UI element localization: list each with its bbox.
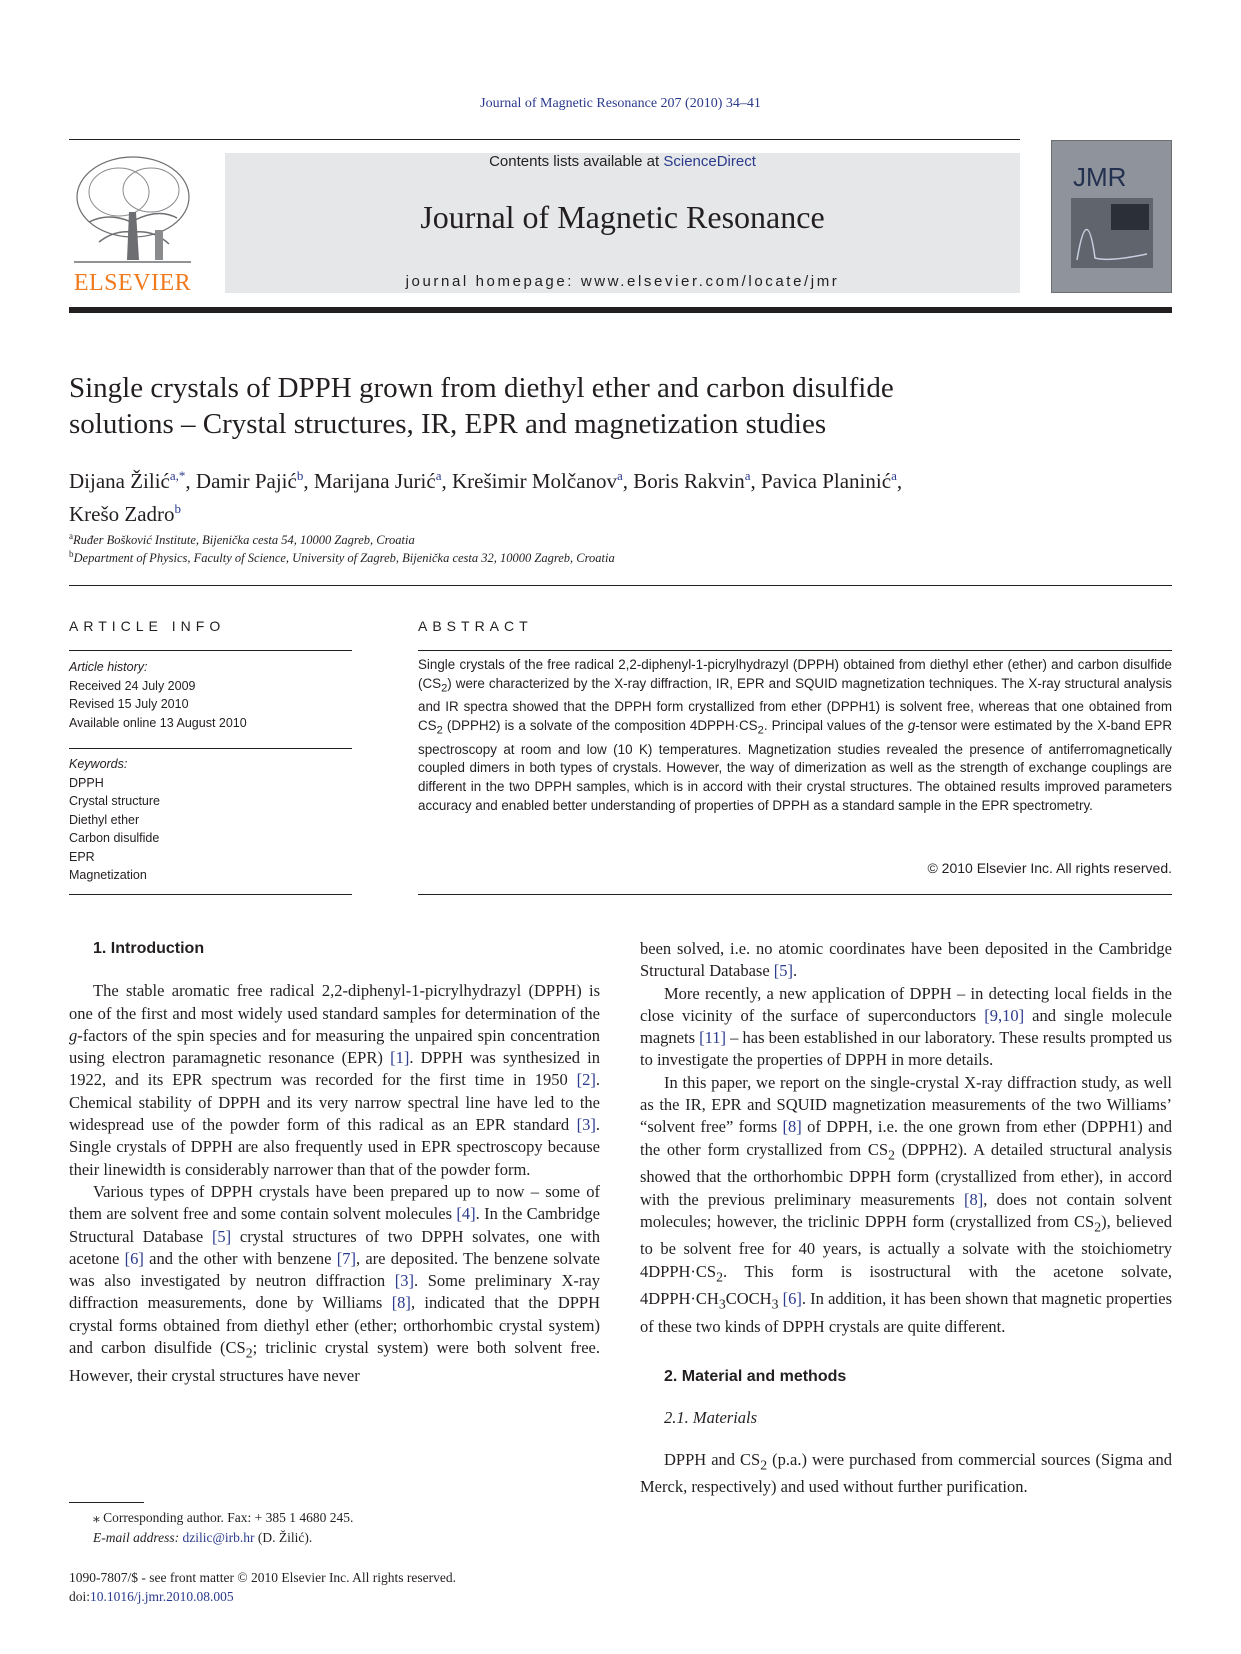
author-name: Krešimir Molčanov (451, 469, 618, 493)
paper-title-line-2: solutions – Crystal structures, IR, EPR and magnetization studies (69, 408, 827, 440)
abstract-sub: 2 (757, 724, 764, 737)
body-column-right (640, 938, 1172, 1499)
materials-paragraph (640, 1449, 1172, 1499)
abstract-seg: ) were characterized by the X-ray diffraction, IR, EPR and SQUID magnetization techniques. The X-ray structural analysis and IR spectra showed that the DPPH form crystallized from ether (DPPH1) is solvent free, whereas that one obtained from CS (418, 675, 1172, 734)
text-seg: – has been established in our laboratory. These results prompted us to investigate the properties of DPPH in more details. (640, 1028, 1172, 1070)
article-history (69, 658, 352, 732)
contents-prefix: Contents lists available at (489, 153, 664, 170)
front-matter-line: 1090-7807/$ - see front matter © 2010 Elsevier Inc. All rights reserved. (69, 1570, 457, 1585)
author-affiliation-mark[interactable]: a (891, 468, 897, 483)
author-name: Pavica Planinić (761, 469, 892, 493)
citation-link[interactable]: [8] (964, 1189, 984, 1209)
author-affiliation-mark[interactable]: b (296, 468, 304, 483)
author-affiliation-mark[interactable]: b (174, 501, 182, 516)
right-paragraph-0 (640, 938, 1172, 983)
right-paragraph-2 (640, 1072, 1172, 1338)
author-affiliation-mark[interactable]: a (744, 468, 751, 483)
author-name: Marijana Jurić (313, 469, 436, 493)
citation-link[interactable]: [11] (699, 1028, 727, 1048)
article-info-rule-2 (69, 748, 352, 749)
keyword-item: Diethyl ether (69, 812, 140, 827)
text-seg: . Some preliminary X-ray diffraction measurements, done by Williams (69, 1271, 600, 1313)
text-seg: . In the Cambridge Structural Database (69, 1204, 600, 1246)
text-seg: COCH (725, 1289, 772, 1309)
subscript: 2 (1094, 1219, 1102, 1235)
author-separator: , (441, 469, 452, 493)
text-seg: ; triclinic crystal system) were both solvent free. However, their crystal structures have never (69, 1338, 600, 1385)
journal-title: Journal of Magnetic Resonance (420, 199, 825, 235)
article-info-rule-1 (69, 650, 352, 651)
author-separator: , (896, 469, 903, 493)
citation-link[interactable]: [5] (211, 1226, 232, 1246)
revised-date: Revised 15 July 2010 (69, 697, 189, 711)
text-seg: , are deposited. The benzene solvate was also investigated by neutron diffraction (69, 1248, 600, 1291)
text-seg: The stable aromatic free radical 2,2-diphenyl-1-picrylhydrazyl (DPPH) is one of the first and most widely used standard samples for determination of the (69, 981, 600, 1023)
subsection-heading-materials: 2.1. Materials (664, 1407, 758, 1427)
email-line (69, 1528, 600, 1548)
subscript: 2 (245, 1345, 253, 1361)
citation-link[interactable]: [8] (782, 1117, 802, 1137)
text-seg: . (793, 961, 798, 981)
text-seg: crystal structures of two DPPH solvates, one with acetone (69, 1226, 601, 1268)
journal-cover-icon (1051, 140, 1172, 293)
citation-link[interactable]: [9,10] (984, 1005, 1025, 1025)
keyword-item: DPPH (69, 775, 104, 790)
citation-link[interactable]: [8] (391, 1293, 411, 1313)
online-date: Available online 13 August 2010 (69, 715, 247, 730)
paper-title (69, 370, 1172, 442)
keyword-item: EPR (69, 849, 95, 864)
doi-line (69, 1587, 669, 1606)
citation-link[interactable]: [3] (576, 1115, 596, 1135)
header-rule (69, 139, 1020, 140)
keyword-item: Crystal structure (69, 794, 160, 808)
citation-link[interactable]: [7] (336, 1248, 356, 1268)
abstract-sub: 2 (436, 724, 443, 737)
text-seg: of DPPH, i.e. the one grown from ether (DPPH1) and the other form crystallized from CS (640, 1117, 1172, 1159)
keyword-item: Carbon disulfide (69, 831, 160, 845)
author-separator: , (750, 469, 761, 493)
text-seg: . Single crystals of DPPH are also frequently used in EPR spectroscopy because their linewidth is considerably narrower than that of the powder form. (69, 1115, 600, 1179)
article-history-label: Article history: (69, 660, 148, 674)
email-link[interactable]: dzilic@irb.hr (182, 1530, 255, 1545)
author-separator: , (622, 469, 634, 493)
subscript: 3 (718, 1296, 726, 1312)
author-separator: , (185, 469, 196, 493)
abstract-g-italic: g (907, 718, 916, 734)
keywords-label: Keywords: (69, 757, 128, 771)
abstract-sub: 2 (441, 682, 448, 695)
corresponding-author-line: ⁎ Corresponding author. Fax: + 385 1 4680 245. (93, 1510, 354, 1525)
affiliation-rule (69, 585, 1172, 586)
author-name: Damir Pajić (195, 469, 297, 493)
subscript: 2 (760, 1457, 768, 1473)
intro-paragraph-1 (69, 980, 600, 1181)
header-thick-rule (69, 307, 1172, 313)
text-seg: ), believed to be solvent free for 40 years, is actually a solvate with the stoichiometry 4DPPH·CS (640, 1211, 1172, 1281)
article-info-heading: ARTICLE INFO (69, 618, 226, 634)
author-affiliation-mark[interactable]: a (435, 468, 442, 483)
subscript: 2 (716, 1269, 723, 1285)
elsevier-wordmark: ELSEVIER (73, 270, 192, 296)
abstract-rule-bottom (418, 894, 1172, 895)
body-column-left (69, 938, 600, 1387)
citation-link[interactable]: [4] (456, 1204, 476, 1224)
abstract-seg: (DPPH2) is a solvate of the composition 4DPPH·CS (442, 718, 758, 734)
doi-link[interactable]: 10.1016/j.jmr.2010.08.005 (90, 1589, 234, 1604)
abstract-copyright: © 2010 Elsevier Inc. All rights reserved. (927, 860, 1172, 876)
abstract-heading: ABSTRACT (418, 618, 533, 634)
text-seg: (p.a.) were purchased from commercial sources (Sigma and Merck, respectively) and used without further purification. (640, 1449, 1172, 1497)
affiliation-a-mark: a (69, 531, 73, 541)
abstract-seg: . Principal values of the (763, 718, 908, 734)
text-seg: (DPPH2). A detailed structural analysis showed that the orthorhombic DPPH form (crystallized from ether), in accord with the previous preliminary measurements (640, 1139, 1172, 1209)
citation-link[interactable]: [3] (394, 1271, 415, 1291)
email-label: E-mail address: (93, 1530, 183, 1545)
keywords-list (69, 774, 352, 885)
affiliation-b-mark: b (69, 549, 74, 559)
footnote-rule (69, 1502, 144, 1503)
author-separator: , (303, 469, 314, 493)
text-seg: , does not contain solvent molecules; however, the triclinic DPPH form (crystallized from CS (640, 1189, 1172, 1231)
received-date: Received 24 July 2009 (69, 678, 196, 693)
section-heading-introduction: 1. Introduction (93, 940, 205, 957)
g-italic: g (69, 1025, 78, 1045)
text-seg: and single molecule magnets (640, 1005, 1172, 1048)
text-seg: Various types of DPPH crystals have been prepared up to now – some of them are solvent free and some contain solvent molecules (69, 1181, 600, 1224)
contents-line (225, 153, 1020, 170)
author-name: Dijana Žilić (69, 469, 170, 493)
affiliation-a (69, 531, 1172, 548)
journal-citation[interactable]: Journal of Magnetic Resonance 207 (2010) 34–41 (480, 96, 761, 111)
author-name: Boris Rakvin (633, 469, 745, 493)
section-heading-methods: 2. Material and methods (664, 1368, 847, 1386)
text-seg: . This form is isostructural with the acetone solvate, 4DPPH·CH (640, 1261, 1172, 1309)
journal-homepage-link[interactable]: journal homepage: www.elsevier.com/locate/jmr (405, 273, 840, 290)
author-affiliation-mark[interactable]: a (617, 468, 623, 483)
right-paragraph-1 (640, 983, 1172, 1072)
text-seg: , indicated that the DPPH crystal forms obtained from diethyl ether (ether; orthorhombic crystal system) and carbon disulfide (CS (69, 1293, 601, 1358)
text-seg: In this paper, we report on the single-crystal X-ray diffraction study, as well as the IR, EPR and SQUID magnetization measurements of the two Williams’ “solvent free” forms (640, 1072, 1172, 1137)
citation-link[interactable]: [6] (124, 1248, 144, 1268)
text-seg: -factors of the spin species and for measuring the unpaired spin concentration using electron paramagnetic resonance (EPR) (69, 1025, 600, 1068)
citation-link[interactable]: [6] (782, 1289, 802, 1309)
abstract-seg: Single crystals of the free radical 2,2-diphenyl-1-picrylhydrazyl (DPPH) obtained from diethyl ether (ether) and carbon disulfide (CS (418, 657, 1172, 691)
text-seg: . Chemical stability of DPPH and its very narrow spectral line have led to the widespread use of the powder form of this radical as an EPR standard (69, 1070, 600, 1135)
affiliation-b-text: Department of Physics, Faculty of Science, University of Zagreb, Bijenička cesta 32, 10000 Zagreb, Croatia (73, 551, 615, 566)
corresponding-author-footnote (69, 1508, 600, 1548)
author-list (69, 462, 1172, 528)
doi-label: doi: (69, 1589, 91, 1604)
text-seg: . DPPH was synthesized in 1922, and its EPR spectrum was recorded for the first time in 1950 (69, 1048, 600, 1090)
journal-cover-thumbnail[interactable] (1051, 140, 1172, 293)
cover-title-text: JMR (1073, 162, 1127, 192)
affiliation-b (69, 549, 1172, 566)
text-seg: DPPH and CS (664, 1449, 761, 1469)
subscript: 3 (771, 1296, 779, 1312)
keywords-block (69, 755, 352, 885)
abstract-seg: -tensor were estimated by the X-band EPR spectroscopy at room and low (10 K) temperatures. Magnetization studies revealed the presence of antiferromagnetically coupled dimers in both types of crystals. However, the way of dimerization as well as the strength of exchange couplings are different in the two DPPH samples, which is in accord with their crystal structures. The obtained results improved parameters accuracy and enabled better understanding of properties of DPPH as a standard sample in the EPR spectrometry. (418, 718, 1173, 813)
paper-title-line-1: Single crystals of DPPH grown from diethyl ether and carbon disulfide (69, 372, 894, 404)
author-affiliation-mark[interactable]: a,* (169, 468, 186, 483)
email-suffix: (D. Žilić). (254, 1530, 313, 1545)
text-seg: More recently, a new application of DPPH – in detecting local fields in the close vicinity of the surface of superconductors (640, 983, 1172, 1025)
author-name: Krešo Zadro (69, 502, 175, 526)
front-matter (69, 1568, 669, 1606)
abstract-text (418, 656, 1172, 816)
intro-paragraph-2 (69, 1181, 600, 1387)
text-seg: been solved, i.e. no atomic coordinates have been deposited in the Cambridge Structural Database (640, 939, 1172, 981)
subscript: 2 (888, 1146, 895, 1162)
keyword-item: Magnetization (69, 868, 147, 882)
sciencedirect-link[interactable]: ScienceDirect (663, 153, 756, 170)
citation-link[interactable]: [2] (576, 1070, 596, 1090)
text-seg: . In addition, it has been shown that magnetic properties of these two kinds of DPPH crystals are quite different. (640, 1289, 1172, 1336)
abstract-rule-top (418, 650, 1172, 651)
article-info-rule-3 (69, 894, 352, 895)
citation-link[interactable]: [5] (773, 961, 794, 981)
text-seg: and the other with benzene (143, 1248, 337, 1268)
citation-link[interactable]: [1] (390, 1048, 410, 1068)
affiliation-a-text: Ruđer Bošković Institute, Bijenička cesta 54, 10000 Zagreb, Croatia (73, 533, 415, 548)
